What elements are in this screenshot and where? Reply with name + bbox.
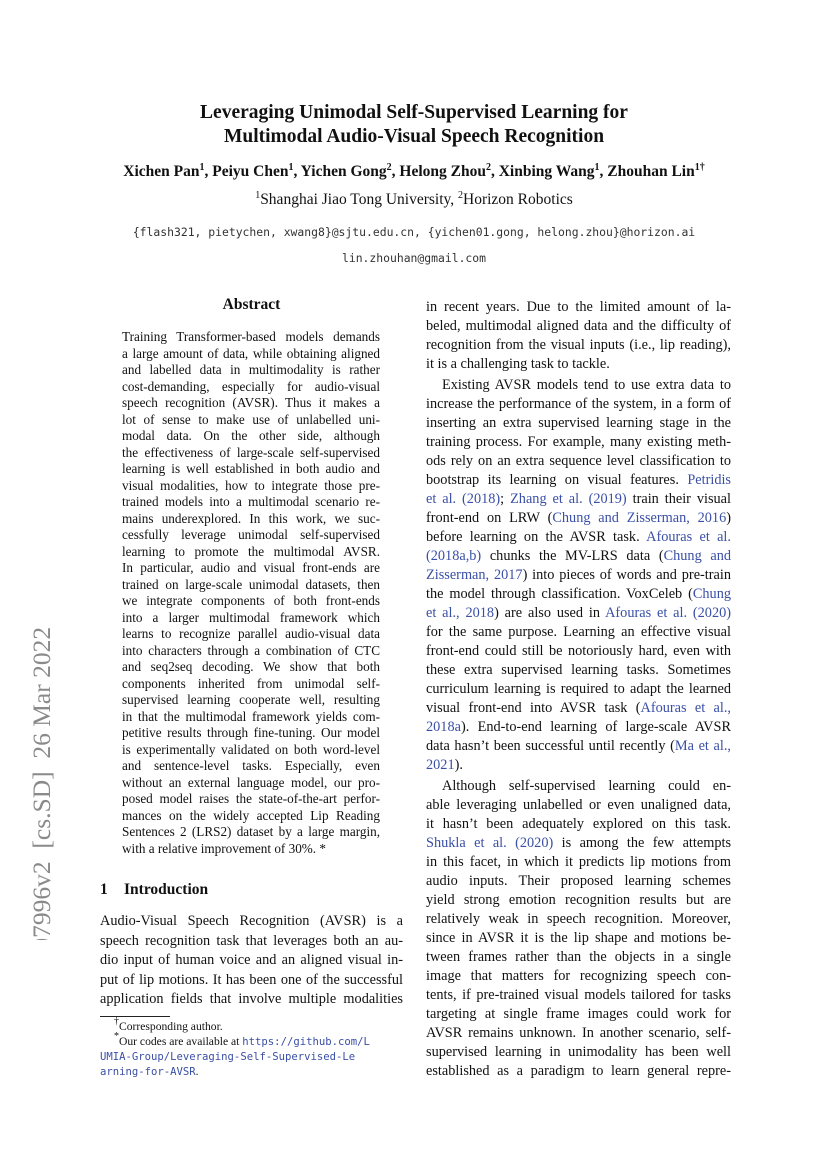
abstract-line: with a relative improvement of 30%. * [122,840,326,856]
text-line: these extra supervised learning tasks. Sometimes [426,662,731,678]
text-line: et al. (2018); Zhang et al. (2019) train their visual [426,491,731,507]
author: Xichen Pan$^1$ [123,162,205,180]
text-line: since in AVSR it is the lip shape and motions be- [426,930,731,946]
abstract-line: learning is well established in both audio and [122,461,380,476]
author-list: Xichen Pan$^1$, Peiyu Chen$^1$, Yichen Gong$^2$, Helong Zhou$^2$, Xinbing Wang$^1$, Zhouhan Lin$^{1\dagger}$ [123,162,705,180]
abstract-line: learns to recognize parallel audio-visual data [122,626,380,641]
text-line: established as a paradigm to learn general repre- [426,1063,731,1079]
text-line: image that matters for recognizing speech con- [426,968,731,984]
text-line: able leveraging unlabelled or even unaligned data, [426,797,731,813]
abstract-line: in that the multimodal framework yields com- [122,708,380,724]
text-line: front-end could still be notoriously hard, even with [426,643,731,659]
text-line: recognition from the visual inputs (i.e., lip reading), [426,337,731,353]
abstract-line: supervised learning cooperate well, resulting [122,692,380,707]
author: Helong Zhou$^2$ [399,162,491,180]
abstract-line: is experimentally validated on both word-level [122,741,380,757]
text-line: yield strong emotion recognition results but are [426,892,731,908]
citation-link[interactable]: Afouras et al., [640,700,731,716]
text-line: ods rely on an extra sequence level classification to [426,453,731,469]
text-line: inserting an extra supervised learning stage in the [426,415,731,431]
citation-link[interactable]: 2021 [426,757,455,773]
text-line: for the same purpose. Learning an effective visual [426,624,731,640]
abstract-line: into characters through a combination of CTC [122,642,380,658]
text-line: tween frames rather than the objects in a single [426,949,731,965]
section-title: Introduction [124,881,209,898]
abstract-line: lot of sense to make use of unlabelled uni- [122,411,380,427]
paper-title-line-2: Multimodal Audio-Visual Speech Recognition [223,126,605,147]
footnote-divider [100,1016,170,1017]
citation-link[interactable]: 2018a [426,719,461,735]
text-line: data hasn’t been successful until recently (Ma et al., [426,738,731,754]
text-line: visual front-end into AVSR task (Afouras et al., [426,700,731,716]
text-line: in this facet, in which it predicts lip motions from [426,854,731,870]
text-line: (2018a,b) chunks the MV-LRS data (Chung and [426,548,731,564]
abstract-line: and labelled data in multimodality is rather [122,362,380,377]
text-line: supervised learning in unimodality has been well [426,1044,731,1060]
citation-link[interactable]: Afouras et al. (2020) [605,605,732,621]
citation-link[interactable]: et al., 2018 [426,605,495,621]
text-line: beled, multimodal aligned data and the difficulty of [426,318,731,334]
text-line: it hasn’t been adequately explored on this task. [426,816,731,832]
section-number: 1 [100,881,108,898]
arxiv-identifier [14,380,74,940]
author: Yichen Gong$^2$ [300,162,392,180]
text-line: application fields that involve multiple modalities [100,991,403,1007]
text-line: curriculum learning is required to adapt the learned [426,681,731,697]
text-line: training process. For example, many existing meth- [426,434,731,450]
citation-link[interactable]: et al. (2018) [426,491,501,507]
footnote-code: *Our codes are available at https://github.com/L [114,1031,370,1048]
text-line: 2018a). End-to-end learning of large-scale AVSR [426,719,731,735]
abstract-line: Training Transformer-based models demands [122,329,380,344]
author: Zhouhan Lin$^{1\dagger}$ [607,162,705,180]
text-line: Although self-supervised learning could en- [442,778,731,794]
abstract-line: speech recognition (AVSR). Thus it makes a [122,395,380,410]
citation-link[interactable]: Ma et al., [674,738,731,754]
citation-link[interactable]: Shukla et al. (2020) [426,835,554,851]
author-emails-line-1: {flash321, pietychen, xwang8}@sjtu.edu.cn, {yichen01.gong, helong.zhou}@horizon.ai [132,225,696,239]
abstract-line: learning to promote the multimodal AVSR. [122,543,380,559]
abstract-line: cessfully leverage unimodal self-supervised [122,527,380,542]
citation-link[interactable]: Petridis [687,472,731,488]
code-url-link-cont[interactable]: arning-for-AVSR [100,1066,196,1078]
footnote-code-cont: arning-for-AVSR. [100,1065,199,1078]
paper-title-line-1: Leveraging Unimodal Self-Supervised Learning for [200,102,628,123]
text-line: audio inputs. Their proposed learning schemes [426,873,731,889]
citation-link[interactable]: Chung and Zisserman, 2016 [552,510,727,526]
text-line: et al., 2018) are also used in Afouras et al. (2020) [426,605,732,621]
abstract-line: we integrate components of both front-ends [122,593,380,608]
text-line: Zisserman, 2017) into pieces of words and pre-train [426,567,731,583]
abstract-line: trained models into a multimodal scenario re- [122,494,380,509]
abstract-line: In particular, audio and visual front-ends are [122,560,380,575]
citation-link[interactable]: Chung [692,586,731,602]
text-line: tents, if pre-trained visual models tailored for tasks [426,987,731,1003]
text-line: bootstrap its learning on visual features. Petridis [426,472,731,488]
abstract-line: the effectiveness of large-scale self-supervised [122,444,380,460]
abstract-line: and seq2seq decoding. We show that both [122,659,380,674]
abstract-line: into a larger multimodal framework which [122,609,380,625]
text-line: Existing AVSR models tend to use extra data to [442,377,731,393]
text-line: in recent years. Due to the limited amount of la- [426,299,731,315]
abstract-line: and sentence-level tasks. Especially, even [122,758,380,773]
text-line: put of lip motions. It has been one of the successful [100,971,403,988]
abstract-line: Sentences 2 (LRS2) dataset by a large margin, [122,824,380,839]
section-heading-introduction [100,881,208,899]
text-line: Audio-Visual Speech Recognition (AVSR) is a [100,913,403,929]
citation-link[interactable]: Zisserman, 2017 [426,567,523,583]
abstract-line: cost-demanding, especially for audio-visual [122,378,380,394]
text-line: the model through classification. VoxCeleb (Chung [426,586,731,602]
text-line: relatively weak in speech recognition. Moreover, [426,911,731,927]
footnote-corresponding-author: †Corresponding author. [114,1016,223,1033]
text-line: 2021). [426,757,463,773]
abstract-line: without an external language model, our pro- [122,774,380,790]
citation-link[interactable]: Chung and [663,548,731,564]
affiliations: $^1$Shanghai Jiao Tong University, $^2$Horizon Robotics [255,190,573,208]
text-line: dio input of human voice and an aligned visual in- [100,952,403,968]
abstract-line: components inherited from unimodal self- [122,675,380,691]
abstract-line: posed model raises the state-of-the-art perfor- [122,791,380,806]
text-line: before learning on the AVSR task. Afouras et al. [426,529,731,545]
citation-link[interactable]: Zhang et al. (2019) [510,491,627,507]
text-line: it is a challenging task to tackle. [426,356,610,372]
citation-link[interactable]: Afouras et al. [646,529,731,545]
abstract-heading: Abstract [222,296,281,313]
text-line: AVSR remains unknown. In another scenario, self- [426,1025,731,1041]
citation-link[interactable]: (2018a,b) [426,548,482,564]
author: Xinbing Wang$^1$ [498,162,600,180]
text-line: increase the performance of the system, in a form of [426,396,731,412]
abstract-line: mances on the widely accepted Lip Reading [122,807,380,823]
author: Peiyu Chen$^1$ [212,162,294,180]
text-line: targeting at single frame images could work for [426,1006,731,1022]
code-url-link-cont[interactable]: UMIA-Group/Leveraging-Self-Supervised-Le [100,1051,356,1063]
text-line: Shukla et al. (2020) is among the few attempts [426,835,732,851]
abstract-line: mains underexplored. In this work, we suc- [122,510,380,526]
arxiv-identifier-text: arXiv:2203.07996v2 [cs.SD] 26 Mar 2022 [27,626,56,940]
abstract-line: visual modalities, how to integrate those pre- [122,477,380,493]
abstract-line: petitive results through fine-tuning. Our model [122,725,380,740]
text-line: front-end on LRW (Chung and Zisserman, 2016) [426,510,731,526]
author-emails-line-2: lin.zhouhan@gmail.com [341,251,486,265]
code-url-link[interactable]: https://github.com/L [242,1036,370,1048]
footnote-code-cont [100,1049,403,1065]
text-line: speech recognition task that leverages both an au- [100,932,403,949]
abstract-line: modal data. On the other side, although [122,428,380,443]
abstract-line: trained on large-scale unimodal datasets, then [122,576,380,592]
abstract-line: a large amount of data, while obtaining aligned [122,345,380,361]
